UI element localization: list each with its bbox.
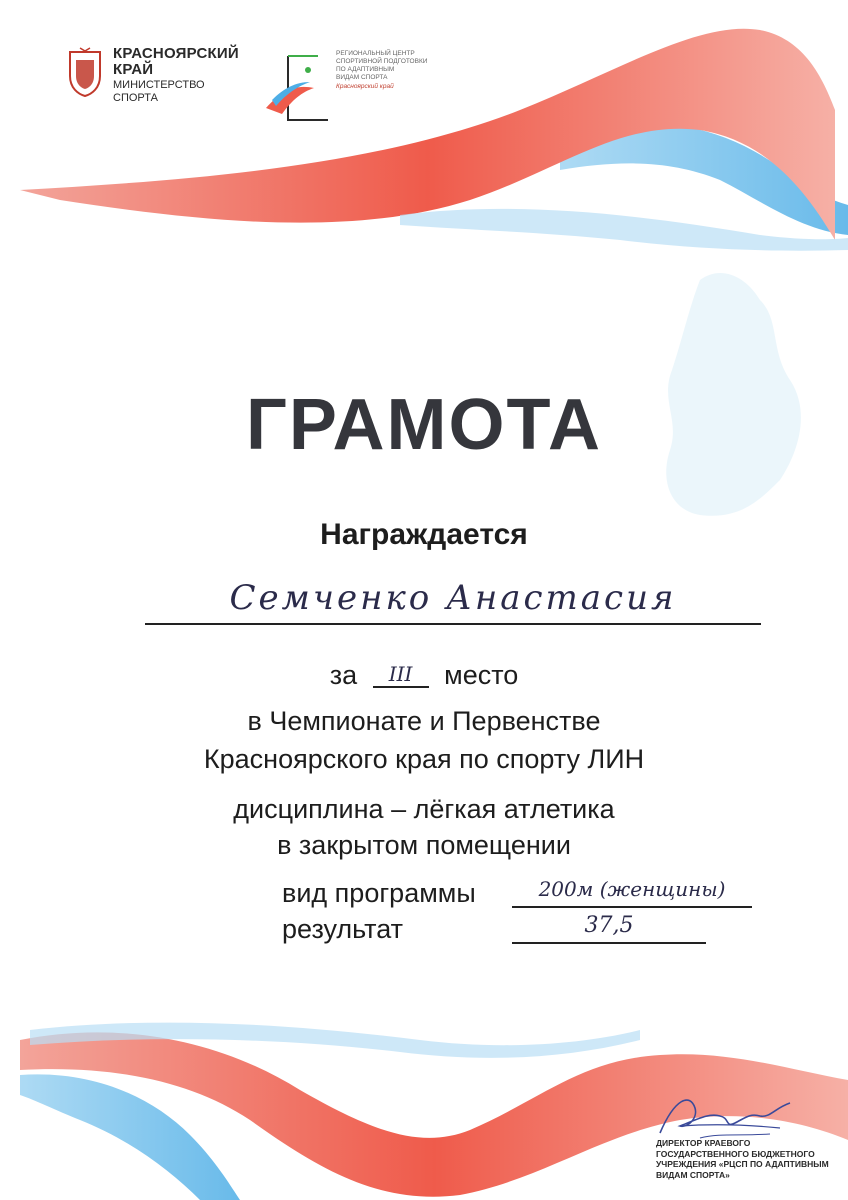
region-name-line1: КРАСНОЯРСКИЙ bbox=[113, 45, 239, 62]
event-line-1: в Чемпионате и Первенстве bbox=[247, 706, 601, 736]
recipient-name: Семченко Анастасия bbox=[229, 578, 677, 618]
region-logo bbox=[66, 46, 239, 105]
ministry-line2: СПОРТА bbox=[113, 92, 158, 105]
top-light-stripe bbox=[400, 209, 848, 251]
sports-center-emblem-icon bbox=[262, 48, 342, 128]
event-line-2: Красноярского края по спорту ЛИН bbox=[203, 744, 645, 774]
ministry-line1: МИНИСТЕРСТВО bbox=[113, 78, 205, 91]
discipline-line-1: дисциплина – лёгкая атлетика bbox=[233, 794, 615, 824]
recipient-name-underline bbox=[145, 623, 761, 625]
certificate-title: ГРАМОТА bbox=[246, 385, 602, 465]
program-label: вид программы bbox=[282, 878, 476, 908]
region-name-line2: КРАЙ bbox=[113, 60, 154, 78]
center-text-line2: СПОРТИВНОЙ ПОДГОТОВКИ bbox=[336, 58, 428, 66]
awarded-label: Награждается bbox=[320, 518, 528, 551]
coat-of-arms-icon bbox=[66, 46, 104, 98]
sports-center-text bbox=[336, 50, 456, 91]
place-suffix: место bbox=[444, 660, 519, 690]
center-text-line5: Красноярский край bbox=[336, 82, 394, 90]
place-line bbox=[0, 660, 848, 691]
sports-center-logo bbox=[262, 48, 428, 133]
center-text-line4: ВИДАМ СПОРТА bbox=[336, 74, 388, 82]
place-value: III bbox=[373, 662, 429, 688]
discipline-line-2: в закрытом помещении bbox=[277, 830, 571, 860]
program-value: 200м (женщины) bbox=[512, 872, 752, 908]
center-text-line3: ПО АДАПТИВНЫМ bbox=[336, 66, 395, 74]
director-title: ДИРЕКТОР КРАЕВОГО ГОСУДАРСТВЕННОГО БЮДЖЕТНОГО УЧРЕЖДЕНИЯ «РЦСП ПО АДАПТИВНЫМ ВИДАМ СПОРТА» bbox=[656, 1138, 829, 1180]
result-label: результат bbox=[282, 914, 403, 944]
result-value: 37,5 bbox=[512, 910, 706, 944]
center-text-line1: РЕГИОНАЛЬНЫЙ ЦЕНТР bbox=[336, 50, 415, 57]
region-logo-text bbox=[113, 46, 239, 105]
place-prefix: за bbox=[329, 660, 358, 690]
